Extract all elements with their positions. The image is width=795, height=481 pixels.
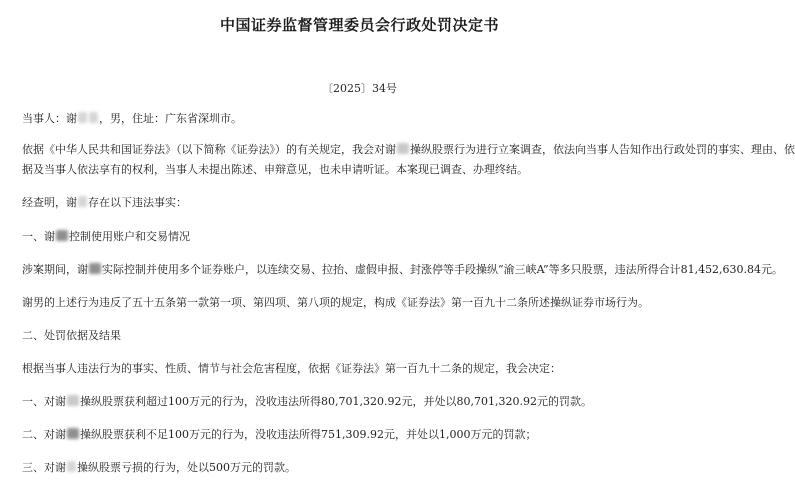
redaction-mark <box>67 395 79 406</box>
penalty-1 <box>22 394 592 409</box>
violation-text: 谢男的上述行为违反了五十五条第一款第一项、第四项、第八项的规定，构成《证券法》第一百九十二条所述操纵证券市场行为。 <box>22 296 649 309</box>
document-number: 〔2025〕34号 <box>322 82 397 95</box>
section-1-heading <box>22 229 190 244</box>
decision-intro-text: 根据当事人违法行为的事实、性质、情节与社会危害程度，依据《证券法》第一百九十二条的规定，我会决定： <box>22 362 561 375</box>
penalty-3-text: 操纵股票亏损的行为，处以500万元的罚款。 <box>77 461 296 474</box>
redaction-mark <box>56 230 68 241</box>
penalty-2-text: 操纵股票获利不足100万元的行为，没收违法所得751,309.92元，并处以1,000万元的罚款； <box>80 428 537 441</box>
finding-line <box>22 195 187 210</box>
basis-text-b: 操纵股票行为进行立案调查，依法向当事人告知作出行政处罚的事实、理由、依 <box>410 143 795 156</box>
period-prefix: 涉案期间，谢 <box>22 263 88 276</box>
period-suffix: 实际控制并使用多个证券账户，以连续交易、拉抬、虚假申报、封涨停等手段操纵“渝三峡A”等多只股票，违法所得合计81,452,630.84元。 <box>102 263 784 276</box>
decision-intro-line <box>22 361 561 376</box>
section-1-suffix: 控制使用账户和交易情况 <box>69 230 190 243</box>
basis-text-2: 据及当事人依法享有的权利，当事人未提出陈述、申辩意见，也未申请听证。本案现已调查、办理终结。 <box>22 163 528 176</box>
section-1-prefix: 一、谢 <box>22 230 55 243</box>
penalty-2 <box>22 427 536 442</box>
period-line <box>22 262 783 277</box>
redaction-mark <box>89 112 98 123</box>
finding-prefix: 经查明，谢 <box>22 196 77 209</box>
redaction-mark <box>89 263 101 274</box>
redaction-mark <box>78 112 87 123</box>
penalty-3-prefix: 三、对谢 <box>22 461 66 474</box>
finding-suffix: 存在以下违法事实： <box>88 196 187 209</box>
basis-text-a: 依据《中华人民共和国证券法》（以下简称《证券法》）的有关规定，我会对谢 <box>22 143 396 156</box>
basis-line-2 <box>22 162 528 177</box>
redaction-mark <box>67 461 76 472</box>
violation-line <box>22 295 649 310</box>
party-line <box>22 111 242 126</box>
redaction-mark <box>397 143 409 154</box>
party-prefix: 当事人： <box>22 112 66 125</box>
penalty-3 <box>22 460 296 475</box>
penalty-1-text: 操纵股票获利超过100万元的行为，没收违法所得80,701,320.92元，并处以80,701,320.92元的罚款。 <box>80 395 592 408</box>
basis-line-1 <box>22 142 795 157</box>
penalty-2-prefix: 二、对谢 <box>22 428 66 441</box>
party-name: 谢 <box>66 112 77 125</box>
section-2-text: 二、处罚依据及结果 <box>22 329 121 342</box>
penalty-1-prefix: 一、对谢 <box>22 395 66 408</box>
section-2-heading <box>22 328 121 343</box>
redaction-mark <box>78 196 87 207</box>
redaction-mark <box>67 428 79 439</box>
document-title: 中国证券监督管理委员会行政处罚决定书 <box>219 16 499 34</box>
party-rest: ，男，住址：广东省深圳市。 <box>99 112 242 125</box>
